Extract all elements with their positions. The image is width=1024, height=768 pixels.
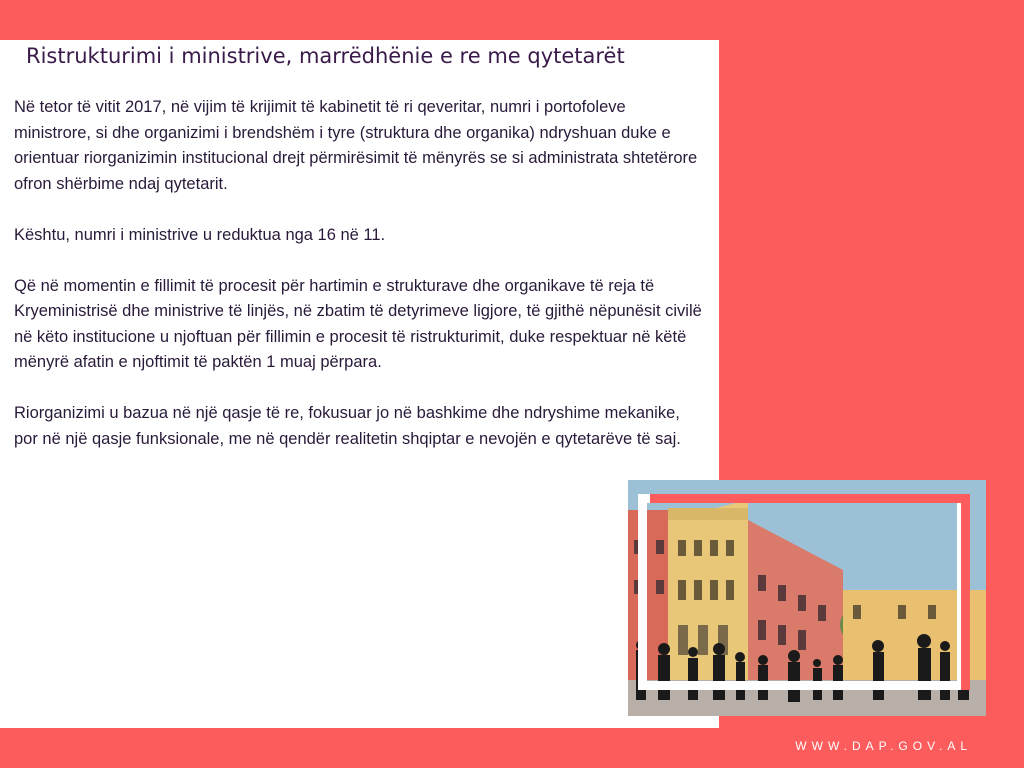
- slide-body: [14, 95, 704, 478]
- paragraph-3: Që në momentin e fillimit të procesit për hartimin e strukturave dhe organikave të reja të Kryeministrisë dhe ministrive të linjës, në zbatim të detyrimeve ligjore, të gjithë nëpunësit civilë në këto institucione u njoftuan për fillimin e procesit të ristrukturimit, duke respektuar në këtë mënyrë afatin e njoftimit të paktën 1 muaj përpara.: [14, 276, 702, 371]
- red-frame-decoration: [650, 494, 970, 690]
- paragraph-2: Kështu, numri i ministrive u reduktua nga 16 në 11.: [14, 225, 386, 244]
- photo-image: [628, 480, 986, 716]
- slide-title: Ristrukturimi i ministrive, marrëdhënie e re me qytetarët: [26, 44, 625, 68]
- website-footer: WWW.DAP.GOV.AL: [795, 739, 972, 753]
- paragraph-4: Riorganizimi u bazua në një qasje të re, fokusuar jo në bashkime dhe ndryshime mekanike, por në një qasje funksionale, me në qendër realitetin shqiptar e nevojën e qytetarëve të saj.: [14, 404, 681, 448]
- building-photo: [628, 480, 986, 716]
- paragraph-1: Në tetor të vitit 2017, në vijim të krijimit të kabinetit të ri qeveritar, numri i portofoleve ministrore, si dhe organizimi i brendshëm i tyre (struktura dhe organika) ndryshuan duke e orientuar riorganizimin institucional drejt përmirësimit të mënyrës se si administrata shtetërore ofron shërbime ndaj qytetarit.: [14, 98, 698, 193]
- content-card: [0, 40, 719, 728]
